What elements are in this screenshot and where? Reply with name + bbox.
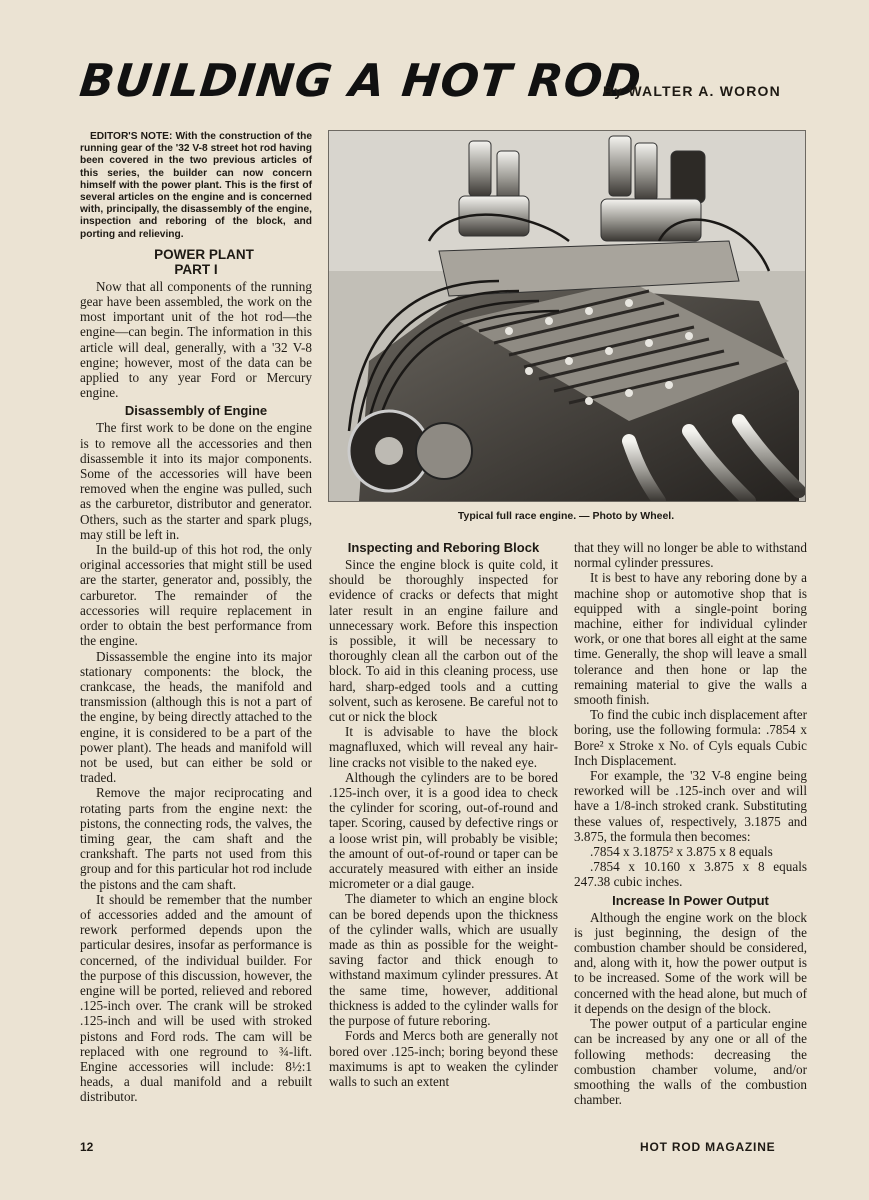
heading-line-1: POWER PLANT <box>154 246 254 262</box>
editors-note: EDITOR'S NOTE: With the construction of the running gear of the '32 V-8 street hot rod having been covered in the two previous articles of this series, the builder can now concern himself with the power plant. This is the first of several articles on the engine and is concerned with, principally, the disassembly of the engine, inspection and reboring of the block, and porting and relieving. <box>80 131 312 240</box>
byline: By WALTER A. WORON <box>603 83 781 99</box>
paragraph: The diameter to which an engine block can be bored depends upon the thickness of the cylinder walls, which are usually made as thin as possible for the weight-saving factor and thick enough to withstand maximum cylinder pressures. At the same time, however, additional thickness is added to the cylinder walls for the purpose of future reboring. <box>329 891 558 1029</box>
section-heading-power-plant <box>80 247 312 277</box>
paragraph: In the build-up of this hot rod, the only original accessories that might still be used are the starter, generator and, possibly, the carburetor. The remainder of the accessories will require replacement in order to obtain the best performance from the engine. <box>80 542 312 649</box>
paragraph: Remove the major reciprocating and rotating parts from the engine next: the pistons, the connecting rods, the valves, the timing gear, the cam shaft and the crankshaft. The parts not used from this group and for this particular hot rod include the pistons and the cam shaft. <box>80 785 312 892</box>
paragraph: The power output of a particular engine can be increased by any one or all of the following methods: decreasing the combustion chamber volume, and/or smoothing the walls of the combustion chamber. <box>574 1016 807 1108</box>
magazine-name: HOT ROD MAGAZINE <box>640 1140 776 1154</box>
paragraph: It should be remember that the number of accessories added and the amount of rework performed depends upon the particular desires, insofar as performance is concerned, of the individual builder. For the purpose of this discussion, however, the engine will be ported, relieved and rebored .125-inch over. The crank will be stroked .125-inch and will be used with stroked pistons and Ford rods. The cam will be replaced with one reground to ¾-lift. Engine accessories will include: 8½:1 heads, a dual manifold and a rebuilt distributor. <box>80 891 312 1105</box>
paragraph: It is advisable to have the block magnafluxed, which will reveal any hair-line cracks not visible to the naked eye. <box>329 724 558 770</box>
paragraph: For example, the '32 V-8 engine being reworked will be .125-inch over and will have a 1/8-inch stroked crank. Substituting these values of, respectively, 3.1875 and 3.875, the formula then becomes: <box>574 768 807 844</box>
section-heading-disassembly: Disassembly of Engine <box>124 403 268 419</box>
column-2 <box>329 540 558 1089</box>
engine-photo <box>328 130 806 502</box>
paragraph: To find the cubic inch displacement after boring, use the following formula: .7854 x Bore² x Stroke x No. of Cyls equals Cubic Inch Displacement. <box>574 707 807 768</box>
engine-illustration <box>329 131 805 501</box>
section-heading-power-output: Increase In Power Output <box>612 892 769 908</box>
paragraph: Since the engine block is quite cold, it should be thoroughly inspected for evidence of cracks or defects that might later result in an engine failure and unnecessary work. Before this inspection is possible, it will be necessary to thoroughly clean all the carbon out of the block. To aid in this cleaning process, use hard, sharp-edged tools and a cutting solvent, such as kerosene. Be careful not to cut or nick the block <box>329 557 558 725</box>
paragraph: It is best to have any reboring done by a machine shop or automotive shop that is equipped with a single-point boring machine, either for individual cylinder work, or one that bores all eight at the same time. Generally, the shop will leave a small tolerance and then hone or lap the remaining material to give the walls a smooth finish. <box>574 570 807 708</box>
paragraph: that they will no longer be able to withstand normal cylinder pressures. <box>574 540 807 571</box>
paragraph: Now that all components of the running gear have been assembled, the work on the most important unit of the hot rod—the engine—can begin. The information in this article will deal, generally, with a '32 V-8 engine; however, most of the data can be applied to any year Ford or Mercury engine. <box>80 278 312 401</box>
paragraph: Fords and Mercs both are generally not bored over .125-inch; boring beyond these maximums is apt to weaken the cylinder walls to such an extent <box>329 1028 558 1089</box>
paragraph: Although the engine work on the block is just beginning, the design of the combustion chamber should be considered, and, along with it, how the power output is to be increased. Some of the work will be concerned with the head alone, but much of it depends on the design of the block. <box>574 909 807 1016</box>
column-3 <box>574 540 807 1107</box>
heading-line-2: PART I <box>174 261 218 277</box>
page-number: 12 <box>80 1140 94 1154</box>
paragraph: Although the cylinders are to be bored .125-inch over, it is a good idea to check the cylinder for scoring, out-of-round and taper. Scoring, caused by defective rings or a loose wrist pin, will probably be visible; the amount of out-of-round or taper can be accurately measured with either an inside micrometer or a dial gauge. <box>329 769 558 892</box>
photo-caption: Typical full race engine. — Photo by Wheel. <box>457 510 675 522</box>
article-title: BUILDING A HOT ROD <box>77 54 645 107</box>
paragraph: Dissassemble the engine into its major stationary components: the block, the crankcase, the heads, the manifold and transmission (although this is not a part of the engine, by being directly attached to the engine, it is considered to be a part of the power plant). The heads and manifold will not be used, but can either be sold or traded. <box>80 648 312 786</box>
formula-line: .7854 x 3.1875² x 3.875 x 8 equals <box>590 844 773 860</box>
paragraph: The first work to be done on the engine is to remove all the accessories and then disassemble it into its major components. Some of the accessories will have been removed when the engine was pulled, such as the carburetor, distributor and generator. Others, such as the starter and spark plugs, may still be left in. <box>80 420 312 542</box>
section-heading-inspecting: Inspecting and Reboring Block <box>347 540 540 555</box>
column-1 <box>80 131 312 1105</box>
formula-line: .7854 x 10.160 x 3.875 x 8 equals 247.38 cubic inches. <box>574 859 807 890</box>
